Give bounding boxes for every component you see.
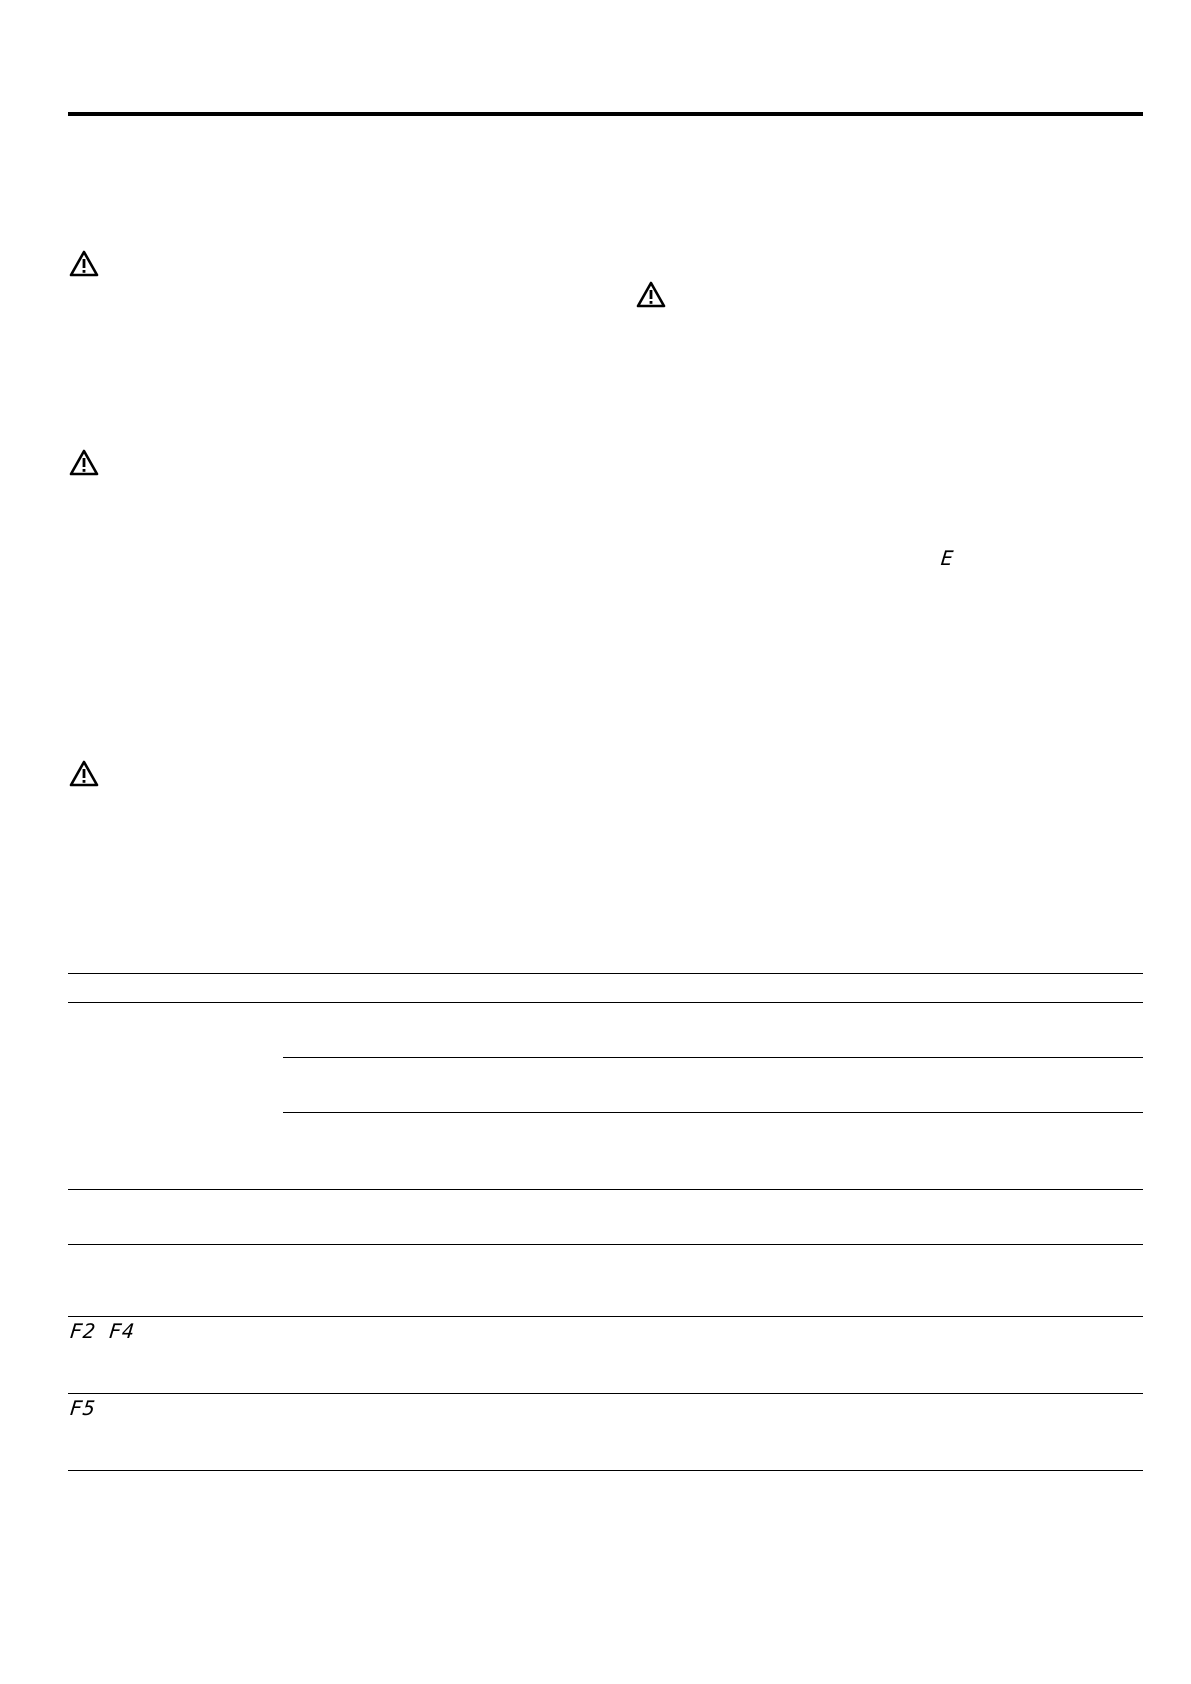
warning-triangle-icon [636,281,666,308]
warning-triangle-icon [69,449,99,476]
header-rule [68,112,1143,116]
table-row-rule [68,1316,1143,1317]
table-row-code: F5 [68,1396,98,1420]
display-error-symbol: E [939,546,956,570]
warning-triangle-icon [69,760,99,787]
table-row-rule [68,1244,1143,1245]
table-row-code: F2 F4 [68,1319,137,1343]
warning-triangle-icon [69,250,99,277]
table-header-top-rule [68,973,1143,974]
table-header-bottom-rule [68,1002,1143,1003]
table-subrow-rule [283,1112,1143,1113]
table-bottom-rule [68,1470,1143,1471]
table-subrow-rule [283,1057,1143,1058]
table-row-rule [68,1393,1143,1394]
table-row-rule [68,1189,1143,1190]
